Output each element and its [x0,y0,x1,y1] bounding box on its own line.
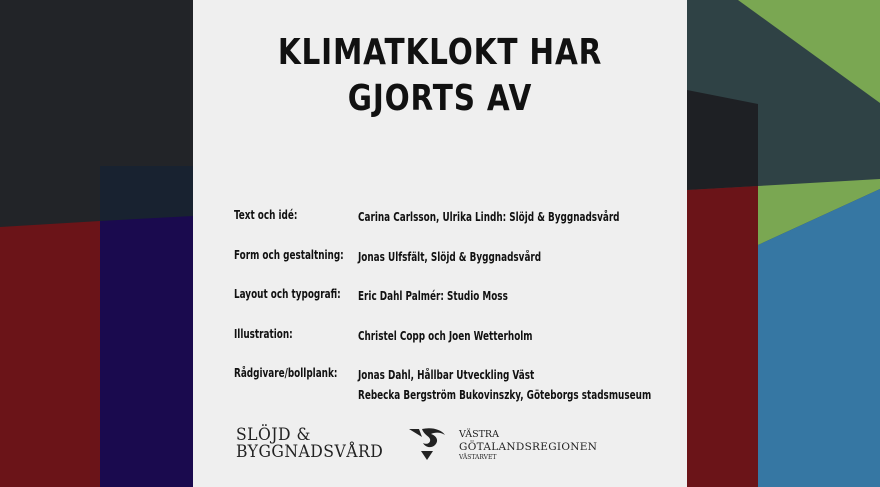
credit-label: Illustration: [234,326,293,341]
credit-value: Jonas Ulfsfält, Slöjd & Byggnadsvård [358,249,542,264]
credit-value: Eric Dahl Palmér: Studio Moss [358,289,508,303]
title-line-1: KLIMATKLOKT HAR [277,32,603,73]
vgr-emblem-icon [409,427,449,461]
credit-label: Layout och typografi: [234,287,341,301]
credit-value: Christel Copp och Joen Wetterholm [358,328,533,343]
credit-value: Carina Carlsson, Ulrika Lindh: Slöjd & Byggnadsvård [358,210,620,224]
title-line-2: GJORTS AV [347,78,533,119]
credit-label: Form och gestaltning: [234,247,344,262]
logo-text: VÄSTARVET [459,454,497,461]
logo-text: SLÖJD & [236,425,311,445]
slojd-byggnadsvard-logo [236,427,383,461]
credit-label: Rådgivare/bollplank: [234,366,338,380]
page-title [237,30,642,122]
credit-value: Rebecka Bergström Bukovinszky, Göteborgs stadsmuseum [358,388,652,402]
logo-text: VÄSTRA [459,429,499,440]
credits-panel [193,0,687,487]
credit-label: Text och idé: [234,208,298,222]
logo-text: GÖTALANDSREGIONEN [459,441,598,453]
credit-value: Jonas Dahl, Hållbar Utveckling Väst [358,368,535,382]
logo-text: BYGGNADSVÅRD [236,442,384,462]
